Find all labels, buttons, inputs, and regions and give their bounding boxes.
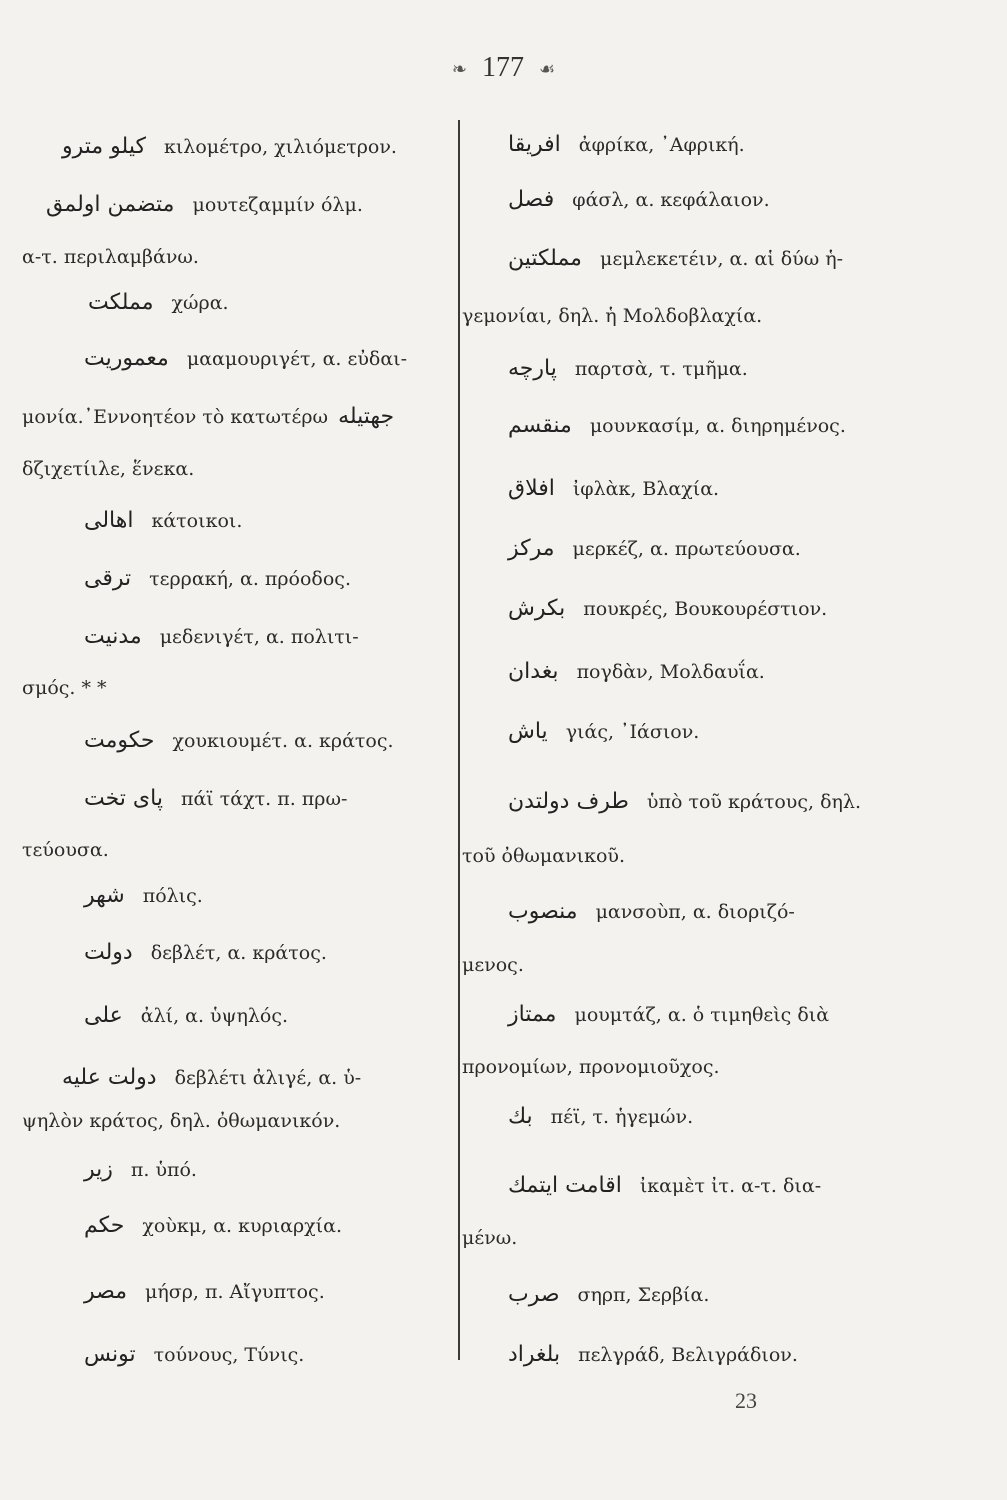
entry-line xyxy=(22,838,109,862)
greek-gloss: φάσλ, α. κεφάλαιον. xyxy=(572,189,770,211)
greek-gloss: α-τ. περιλαμβάνω. xyxy=(22,246,199,268)
greek-gloss: ψηλὸν κράτος, δηλ. ὀθωμανικόν. xyxy=(22,1110,341,1132)
arabic-term: منقسم xyxy=(508,413,572,438)
entry-line xyxy=(22,676,107,700)
arabic-term: حکم xyxy=(84,1213,125,1238)
left-column xyxy=(0,0,458,1500)
entry-line xyxy=(508,1105,693,1129)
entry-line xyxy=(508,133,745,157)
entry-line xyxy=(62,1066,361,1090)
arabic-term: بك xyxy=(508,1104,533,1129)
greek-gloss: πάϊ τάχτ. π. πρω- xyxy=(180,788,348,810)
greek-gloss: χοὺκμ, α. κυριαρχία. xyxy=(142,1215,342,1237)
greek-gloss: γεμονίαι, δηλ. ἡ Μολδοβλαχία. xyxy=(462,305,763,327)
arabic-term: بلغراد xyxy=(508,1342,561,1367)
arabic-term: منصوب xyxy=(508,899,578,924)
entry-line xyxy=(84,1158,197,1182)
arabic-term: افریقا xyxy=(508,132,561,157)
arabic-term: ممتاز xyxy=(508,1002,557,1027)
greek-gloss: μενος. xyxy=(462,954,524,976)
entry-line xyxy=(508,790,861,814)
greek-gloss: τούνους, Τύνις. xyxy=(153,1344,305,1366)
greek-gloss: μερκέζ, α. πρωτεύουσα. xyxy=(572,538,801,560)
page-number: 177 xyxy=(481,52,524,83)
ornament-left-icon: ❧ xyxy=(451,59,467,80)
greek-gloss: δεβλέτ, α. κράτος. xyxy=(150,942,327,964)
entry-line xyxy=(22,245,199,269)
greek-gloss: μήσρ, π. Αἴγυπτος. xyxy=(145,1281,325,1303)
ornament-right-icon: ☙ xyxy=(538,59,556,80)
entry-line xyxy=(84,347,407,371)
entry-line xyxy=(462,1055,720,1079)
greek-gloss: ἰκαμὲτ ἰτ. α-τ. δια- xyxy=(639,1175,822,1197)
arabic-term: دولت علیه xyxy=(62,1065,157,1090)
greek-gloss: προνομίων, προνομιοῦχος. xyxy=(462,1056,720,1078)
greek-gloss: μεδενιγέτ, α. πολιτι- xyxy=(159,626,359,648)
greek-gloss: πόλις. xyxy=(142,885,203,907)
greek-gloss: τεύουσα. xyxy=(22,839,109,861)
entry-line xyxy=(84,884,203,908)
arabic-term: فصل xyxy=(508,187,555,212)
entry-line xyxy=(508,597,827,621)
arabic-term: مرکز xyxy=(508,536,555,561)
entry-line xyxy=(508,477,719,501)
arabic-term: دولت xyxy=(84,940,133,965)
entry-line xyxy=(508,414,846,438)
greek-gloss: σμός. * * xyxy=(22,677,107,699)
arabic-term: طرف دولتدن xyxy=(508,789,629,814)
arabic-term: جهتیله xyxy=(338,404,395,429)
entry-line xyxy=(508,357,748,381)
arabic-term: یاش xyxy=(508,719,548,744)
entry-line xyxy=(22,405,394,429)
entry-line xyxy=(508,1343,798,1367)
greek-gloss: χουκιουμέτ. α. κράτος. xyxy=(172,730,394,752)
greek-gloss: παρτσὰ, τ. τμῆμα. xyxy=(574,358,748,380)
entry-line xyxy=(508,900,795,924)
entry-line xyxy=(84,1214,342,1238)
entry-line xyxy=(508,1003,829,1027)
greek-gloss: μααμουριγέτ, α. εὐδαι- xyxy=(186,348,408,370)
entry-line xyxy=(46,193,363,217)
greek-gloss: ἀφρίκα, ᾿Αφρική. xyxy=(578,134,745,156)
greek-gloss: ὑπὸ τοῦ κράτους, δηλ. xyxy=(646,791,861,813)
greek-gloss: κάτοικοι. xyxy=(151,510,243,532)
entry-line xyxy=(84,1004,288,1028)
greek-gloss: πέϊ, τ. ἡγεμών. xyxy=(550,1106,694,1128)
greek-gloss: τερρακή, α. πρόοδος. xyxy=(149,568,351,590)
entry-line xyxy=(88,291,229,315)
greek-gloss: μονία.᾿Εννοητέον τὸ κατωτέρω xyxy=(22,406,329,428)
greek-gloss: κιλομέτρο, χιλιόμετρον. xyxy=(163,136,397,158)
entry-line xyxy=(508,247,843,271)
entry-line xyxy=(84,729,394,753)
arabic-term: مملکت xyxy=(88,290,154,315)
greek-gloss: γιάς, ᾿Ιάσιον. xyxy=(565,721,700,743)
entry-line xyxy=(84,625,359,649)
arabic-term: صرب xyxy=(508,1282,560,1307)
entry-line xyxy=(84,1280,325,1304)
entry-line xyxy=(84,509,242,533)
entry-line xyxy=(508,188,770,212)
greek-gloss: μεμλεκετέιν, α. αἱ δύω ἡ- xyxy=(599,248,844,270)
entry-line xyxy=(508,720,699,744)
greek-gloss: μένω. xyxy=(462,1227,518,1249)
entry-line xyxy=(462,1226,517,1250)
arabic-term: شهر xyxy=(84,883,125,908)
arabic-term: اقامت ایتمك xyxy=(508,1173,622,1198)
arabic-term: تونس xyxy=(84,1342,136,1367)
arabic-term: کیلو مترو xyxy=(62,134,146,159)
entry-line xyxy=(462,953,524,977)
arabic-term: علی xyxy=(84,1003,123,1028)
arabic-term: مدنیت xyxy=(84,624,142,649)
greek-gloss: π. ὑπό. xyxy=(130,1159,197,1181)
arabic-term: بغدان xyxy=(508,659,559,684)
greek-gloss: πογδὰν, Μολδαυΐα. xyxy=(576,661,765,683)
greek-gloss: μουμτάζ, α. ὁ τιμηθεὶς διὰ xyxy=(574,1004,830,1026)
entry-line xyxy=(84,567,351,591)
arabic-term: مملکتین xyxy=(508,246,582,271)
greek-gloss: μανσοὺπ, α. διοριζό- xyxy=(595,901,795,923)
greek-gloss: πουκρές, Βουκουρέστιον. xyxy=(583,598,828,620)
entry-line xyxy=(508,660,765,684)
arabic-term: متضمن اولمق xyxy=(46,192,175,217)
arabic-term: مصر xyxy=(84,1279,128,1304)
arabic-term: بکرش xyxy=(508,596,566,621)
arabic-term: حکومت xyxy=(84,728,155,753)
arabic-term: ترقی xyxy=(84,566,132,591)
greek-gloss: ἰφλὰκ, Βλαχία. xyxy=(572,478,720,500)
arabic-term: پارچه xyxy=(508,356,557,381)
signature-mark: 23 xyxy=(735,1388,757,1413)
entry-line xyxy=(462,304,762,328)
greek-gloss: χώρα. xyxy=(171,292,229,314)
entry-line xyxy=(62,135,397,159)
arabic-term: پای تخت xyxy=(84,786,163,811)
greek-gloss: μουτεζαμμίν όλμ. xyxy=(192,194,363,216)
entry-line xyxy=(84,787,347,811)
arabic-term: اهالی xyxy=(84,508,134,533)
arabic-term: افلاق xyxy=(508,476,555,501)
greek-gloss: μουνκασίμ, α. διηρημένος. xyxy=(589,415,846,437)
greek-gloss: σηρπ, Σερβία. xyxy=(577,1284,710,1306)
entry-line xyxy=(508,1283,709,1307)
entry-line xyxy=(22,1109,340,1133)
entry-line xyxy=(508,537,801,561)
arabic-term: معموریت xyxy=(84,346,169,371)
arabic-term: زیر xyxy=(84,1157,113,1182)
greek-gloss: δεβλέτι ἀλιγέ, α. ὑ- xyxy=(174,1067,362,1089)
entry-line xyxy=(508,1174,821,1198)
entry-line xyxy=(462,844,625,868)
greek-gloss: τοῦ ὀθωμανικοῦ. xyxy=(462,845,625,867)
entry-line xyxy=(84,941,327,965)
greek-gloss: ἀλί, α. ὑψηλός. xyxy=(140,1005,289,1027)
entry-line xyxy=(22,457,194,481)
greek-gloss: δζιχετίιλε, ἕνεκα. xyxy=(22,458,195,480)
greek-gloss: πελγράδ, Βελιγράδιον. xyxy=(578,1344,798,1366)
right-column xyxy=(460,0,1007,1500)
entry-line xyxy=(84,1343,304,1367)
